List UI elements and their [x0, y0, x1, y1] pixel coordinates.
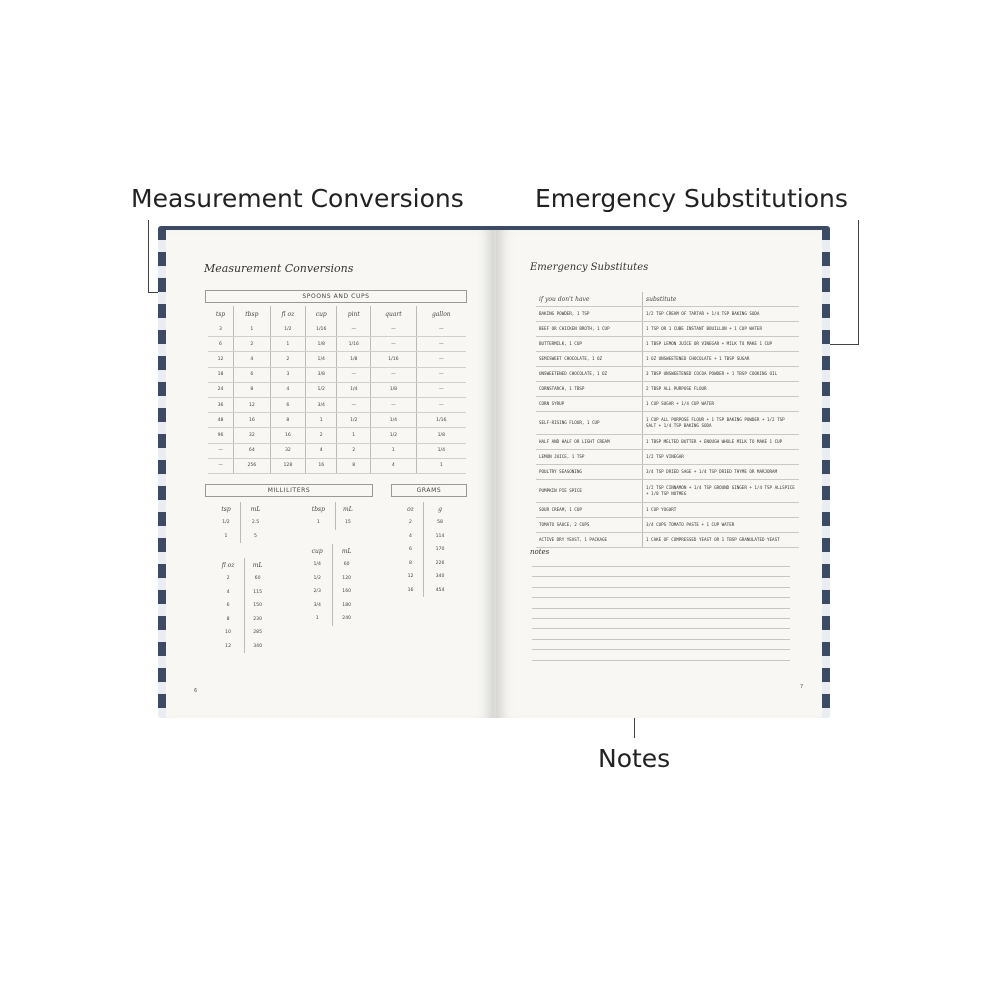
spoons-cell: — — [337, 397, 371, 412]
substitution-item: SOUR CREAM, 1 CUP — [536, 503, 643, 518]
left-page-title: Measurement Conversions — [204, 262, 354, 275]
spoons-cell: 1 — [337, 428, 371, 443]
spoons-cell: — — [371, 337, 416, 352]
spoons-cell: — — [337, 322, 371, 337]
right-page-title: Emergency Substitutes — [530, 262, 649, 273]
spoons-cell: 18 — [208, 367, 233, 382]
small-table-cell: 160 — [342, 589, 352, 595]
substitution-value: 1 OZ UNSWEETENED CHOCOLATE + 1 TBSP SUGAR — [643, 352, 800, 367]
substitution-item: HALF AND HALF OR LIGHT CREAM — [536, 435, 643, 450]
small-table-cell: 2/3 — [302, 585, 333, 599]
spoons-cell: 1/2 — [371, 428, 416, 443]
spoons-row — [208, 322, 466, 337]
substitution-row — [536, 412, 799, 435]
spoons-cell: 4 — [233, 352, 270, 367]
substitution-row — [536, 450, 799, 465]
substitution-value: 3 TBSP UNSWEETENED COCOA POWDER + 1 TBSP COOKING OIL — [643, 367, 800, 382]
small-table-cell: 12 — [398, 570, 423, 584]
small-table-row — [212, 516, 270, 530]
spoons-cell: — — [371, 367, 416, 382]
spoons-cell: 8 — [337, 458, 371, 473]
small-table-cell: 4 — [398, 530, 423, 544]
spoons-cell: 1/8 — [306, 337, 337, 352]
spoons-cell: 16 — [306, 458, 337, 473]
small-table-cell: 150 — [253, 603, 262, 609]
small-table-cell: 230 — [253, 616, 262, 622]
small-table-cell: 180 — [342, 602, 352, 608]
substitution-value: 1/2 TSP VINEGAR — [643, 450, 800, 465]
substitution-item: SEMISWEET CHOCOLATE, 1 OZ — [536, 352, 643, 367]
small-table-cell: 4 — [212, 586, 245, 600]
notes-line — [532, 587, 790, 588]
right-page-number: 7 — [800, 684, 804, 690]
notes-line — [532, 660, 790, 661]
small-table-row — [398, 584, 456, 598]
col-header-dont-have: if you don't have — [536, 292, 643, 307]
spoons-col-header: fl oz — [270, 306, 305, 322]
small-table-cell: 1 — [302, 516, 335, 530]
small-col-header: mL — [341, 547, 352, 555]
substitution-row — [536, 465, 799, 480]
small-table-row — [212, 530, 270, 544]
spoons-cell: 1 — [371, 443, 416, 458]
spoons-cell: 1 — [233, 322, 270, 337]
small-table-cell: 340 — [435, 574, 445, 580]
ml-tsp-table — [212, 502, 270, 543]
spoons-cell: 4 — [371, 458, 416, 473]
small-table-cell: 10 — [212, 626, 245, 640]
small-col-header: mL — [252, 561, 263, 569]
spoons-cell: — — [416, 352, 466, 367]
substitution-value: 1 CUP YOGURT — [643, 503, 800, 518]
spoons-col-header: quart — [371, 306, 416, 322]
spoons-cell: — — [371, 322, 416, 337]
small-table-cell: 6 — [398, 543, 423, 557]
notes-label: notes — [530, 548, 550, 556]
spoons-cell: 1/8 — [337, 352, 371, 367]
substitution-item: CORN SYRUP — [536, 397, 643, 412]
small-col-header: fl oz — [212, 558, 245, 572]
substitution-value: 1 TBSP LEMON JUICE OR VINEGAR + MILK TO MAKE 1 CUP — [643, 337, 800, 352]
small-table-row — [212, 613, 270, 627]
spoons-col-header: tsp — [208, 306, 233, 322]
spoons-cell: 48 — [208, 413, 233, 428]
substitution-item: SELF-RISING FLOUR, 1 CUP — [536, 412, 643, 435]
small-table-cell: 8 — [212, 613, 245, 627]
substitution-value: 1/2 TSP CINNAMON + 1/4 TSP GROUND GINGER + 1/4 TSP ALLSPICE + 1/8 TSP NUTMEG — [643, 480, 800, 503]
substitution-row — [536, 518, 799, 533]
substitution-item: CORNSTARCH, 1 TBSP — [536, 382, 643, 397]
small-table-row — [212, 572, 270, 586]
spoons-row — [208, 337, 466, 352]
spoons-cell: — — [416, 382, 466, 397]
notes-line — [532, 576, 790, 577]
callout-line-substitutions — [858, 220, 859, 344]
spoons-cell: — — [371, 397, 416, 412]
spoons-cell: — — [337, 367, 371, 382]
substitution-value: 1/2 TSP CREAM OF TARTAR + 1/4 TSP BAKING SODA — [643, 307, 800, 322]
spoons-cell: 1/2 — [270, 322, 305, 337]
substitutions-table — [536, 292, 799, 548]
substitution-item: ACTIVE DRY YEAST, 1 PACKAGE — [536, 533, 643, 548]
small-table-row — [398, 543, 456, 557]
spoons-cell: 64 — [233, 443, 270, 458]
notes-line — [532, 628, 790, 629]
small-table-cell: 1/4 — [302, 558, 333, 572]
spoons-cell: 2 — [270, 352, 305, 367]
spoons-cell: 2 — [306, 428, 337, 443]
small-table-cell: 3/4 — [302, 599, 333, 613]
spoons-cell: 1/4 — [306, 352, 337, 367]
spoons-col-header: pint — [337, 306, 371, 322]
small-table-cell: 60 — [254, 576, 261, 582]
notes-line — [532, 649, 790, 650]
small-table-cell: 340 — [253, 643, 262, 649]
spoons-cell: — — [416, 367, 466, 382]
small-table-cell: 1/2 — [212, 516, 241, 530]
spoons-cell: — — [416, 322, 466, 337]
small-table-cell: 16 — [398, 584, 423, 598]
small-table-row — [398, 516, 456, 530]
spoons-col-header: tbsp — [233, 306, 270, 322]
spoons-cell: 1/8 — [416, 428, 466, 443]
spoons-cell: 24 — [208, 382, 233, 397]
spoons-cell: — — [208, 443, 233, 458]
small-table-row — [398, 570, 456, 584]
small-table-row — [302, 599, 360, 613]
small-table-row — [302, 516, 360, 530]
small-table-row — [302, 572, 360, 586]
notes-line — [532, 608, 790, 609]
small-table-header — [398, 502, 456, 516]
spoons-cell: 1 — [306, 413, 337, 428]
substitution-row — [536, 307, 799, 322]
callout-line-measurement — [148, 220, 149, 292]
spoons-row — [208, 428, 466, 443]
substitution-value: 3/4 CUPS TOMATO PASTE + 1 CUP WATER — [643, 518, 800, 533]
spoons-cell: 1/4 — [337, 382, 371, 397]
spoons-cell: 1/2 — [306, 382, 337, 397]
small-col-header: tsp — [212, 502, 241, 516]
small-table-cell: 60 — [343, 562, 350, 568]
callout-emergency-substitutions: Emergency Substitutions — [535, 184, 848, 213]
substitution-value: 1 CUP SUGAR + 1/4 CUP WATER — [643, 397, 800, 412]
substitution-item: BUTTERMILK, 1 CUP — [536, 337, 643, 352]
substitution-item: UNSWEETENED CHOCOLATE, 1 OZ — [536, 367, 643, 382]
ml-cup-table — [302, 544, 360, 626]
spoons-cell: 1 — [416, 458, 466, 473]
spoons-cups-label: SPOONS AND CUPS — [205, 290, 467, 303]
spoons-cell: 32 — [270, 443, 305, 458]
callout-measurement-conversions: Measurement Conversions — [131, 184, 464, 213]
substitution-row — [536, 367, 799, 382]
small-table-cell: 120 — [342, 575, 352, 581]
small-table-row — [302, 612, 360, 626]
small-table-cell: 1 — [302, 612, 333, 626]
spoons-cell: 2 — [233, 337, 270, 352]
spoons-row — [208, 382, 466, 397]
small-table-cell: 1 — [212, 530, 241, 544]
substitution-item: POULTRY SEASONING — [536, 465, 643, 480]
substitution-row — [536, 397, 799, 412]
spoons-cell: — — [416, 397, 466, 412]
book-spine — [494, 230, 496, 718]
small-table-row — [212, 586, 270, 600]
small-table-row — [212, 599, 270, 613]
small-table-cell: 1/2 — [302, 572, 333, 586]
substitution-item: PUMPKIN PIE SPICE — [536, 480, 643, 503]
small-col-header: g — [438, 505, 442, 513]
small-table-cell: 15 — [344, 520, 351, 526]
left-page-number: 6 — [194, 688, 198, 694]
spoons-cell: 3 — [270, 367, 305, 382]
spoons-row — [208, 458, 466, 473]
spoons-cell: 1/2 — [337, 413, 371, 428]
small-table-cell: 115 — [253, 589, 262, 595]
small-col-header: mL — [343, 505, 353, 513]
substitution-row — [536, 435, 799, 450]
ml-floz-table — [212, 558, 270, 653]
substitution-value: 2 TBSP ALL PURPOSE FLOUR — [643, 382, 800, 397]
spoons-cell: 2 — [337, 443, 371, 458]
small-col-header: mL — [250, 505, 261, 513]
substitution-item: LEMON JUICE, 1 TSP — [536, 450, 643, 465]
small-table-row — [302, 585, 360, 599]
notes-line — [532, 566, 790, 567]
small-table-cell: 58 — [437, 520, 443, 526]
spoons-row — [208, 397, 466, 412]
spoons-row — [208, 443, 466, 458]
spoons-cell: 12 — [233, 397, 270, 412]
notes-line — [532, 597, 790, 598]
small-table-cell: 2 — [398, 516, 423, 530]
small-table-header — [302, 502, 360, 516]
spoons-col-header: gallon — [431, 310, 451, 318]
notes-line — [532, 639, 790, 640]
substitution-row — [536, 337, 799, 352]
spoons-col-header: cup — [306, 306, 337, 322]
small-table-cell: 12 — [212, 640, 245, 654]
col-header-substitute: substitute — [643, 292, 800, 307]
spoons-cell: 3/8 — [306, 367, 337, 382]
substitution-row — [536, 352, 799, 367]
small-table-header — [302, 544, 360, 558]
substitution-row — [536, 503, 799, 518]
small-table-header — [212, 558, 270, 572]
spoons-cell: 1/4 — [416, 443, 466, 458]
small-table-cell: 6 — [212, 599, 245, 613]
spoons-cell: 6 — [233, 367, 270, 382]
spoons-cell: 1 — [270, 337, 305, 352]
spoons-cell: 4 — [270, 382, 305, 397]
notes-line — [532, 618, 790, 619]
spoons-cell: 8 — [233, 382, 270, 397]
spoons-row — [208, 352, 466, 367]
spoons-cell: — — [208, 458, 233, 473]
substitution-value: 3/4 TSP DRIED SAGE + 1/4 TSP DRIED THYME OR MARJORAM — [643, 465, 800, 480]
small-table-row — [302, 558, 360, 572]
small-table-cell: 2.5 — [251, 520, 260, 526]
substitution-row — [536, 533, 799, 548]
spoons-cell: 128 — [270, 458, 305, 473]
small-table-cell: 226 — [435, 560, 445, 566]
spoons-cell: 1/16 — [306, 322, 337, 337]
spoons-cell: 96 — [208, 428, 233, 443]
callout-notes: Notes — [598, 744, 671, 773]
small-table-row — [398, 530, 456, 544]
substitution-row — [536, 480, 799, 503]
small-col-header: oz — [398, 502, 423, 516]
small-table-cell: 114 — [435, 533, 445, 539]
substitution-value: 1 CAKE OF COMPRESSED YEAST OR 1 TBSP GRANULATED YEAST — [643, 533, 800, 548]
small-table-row — [398, 557, 456, 571]
small-table-cell: 8 — [398, 557, 423, 571]
spoons-cell: 1/16 — [337, 337, 371, 352]
milliliters-label: MILLILITERS — [205, 484, 373, 497]
small-table-row — [212, 626, 270, 640]
spoons-cell: 16 — [270, 428, 305, 443]
spoons-cell: 256 — [233, 458, 270, 473]
substitution-value: 1 TSP OR 1 CUBE INSTANT BOUILLON + 1 CUP WATER — [643, 322, 800, 337]
small-table-cell: 285 — [253, 630, 262, 636]
spoons-cell: 6 — [270, 397, 305, 412]
spoons-cell: 6 — [208, 337, 233, 352]
spoons-cell: — — [416, 337, 466, 352]
spoons-cell: 36 — [208, 397, 233, 412]
spoons-cell: 1/16 — [416, 413, 466, 428]
spoons-cell: 32 — [233, 428, 270, 443]
spoons-cell: 1/4 — [371, 413, 416, 428]
small-table-cell: 454 — [435, 587, 445, 593]
spoons-row — [208, 367, 466, 382]
substitution-value: 1 TBSP MELTED BUTTER + ENOUGH WHOLE MILK TO MAKE 1 CUP — [643, 435, 800, 450]
spoons-cell: 4 — [306, 443, 337, 458]
small-table-header — [212, 502, 270, 516]
grams-label: GRAMS — [391, 484, 467, 497]
substitution-item: BEEF OR CHICKEN BROTH, 1 CUP — [536, 322, 643, 337]
small-table-cell: 5 — [254, 533, 257, 539]
spoons-row — [208, 413, 466, 428]
grams-table — [398, 502, 456, 597]
spoons-cell: 12 — [208, 352, 233, 367]
spoons-cell: 3 — [208, 322, 233, 337]
substitution-item: TOMATO SAUCE, 2 CUPS — [536, 518, 643, 533]
spoons-cups-table — [208, 306, 466, 474]
spoons-cell: 16 — [233, 413, 270, 428]
small-table-row — [212, 640, 270, 654]
small-table-cell: 240 — [342, 616, 352, 622]
ml-tbsp-table — [302, 502, 360, 530]
spoons-cell: 3/4 — [306, 397, 337, 412]
small-col-header: tbsp — [302, 502, 335, 516]
substitution-value: 1 CUP ALL PURPOSE FLOUR + 1 TSP BAKING POWDER + 1/2 TSP SALT + 1/4 TSP BAKING SODA — [643, 412, 800, 435]
small-col-header: cup — [302, 544, 333, 558]
spoons-cell: 1/8 — [371, 382, 416, 397]
substitution-item: BAKING POWDER, 1 TSP — [536, 307, 643, 322]
substitution-row — [536, 382, 799, 397]
substitution-row — [536, 322, 799, 337]
small-table-cell: 170 — [435, 547, 445, 553]
small-table-cell: 2 — [212, 572, 245, 586]
spoons-cell: 1/16 — [371, 352, 416, 367]
spoons-cell: 8 — [270, 413, 305, 428]
